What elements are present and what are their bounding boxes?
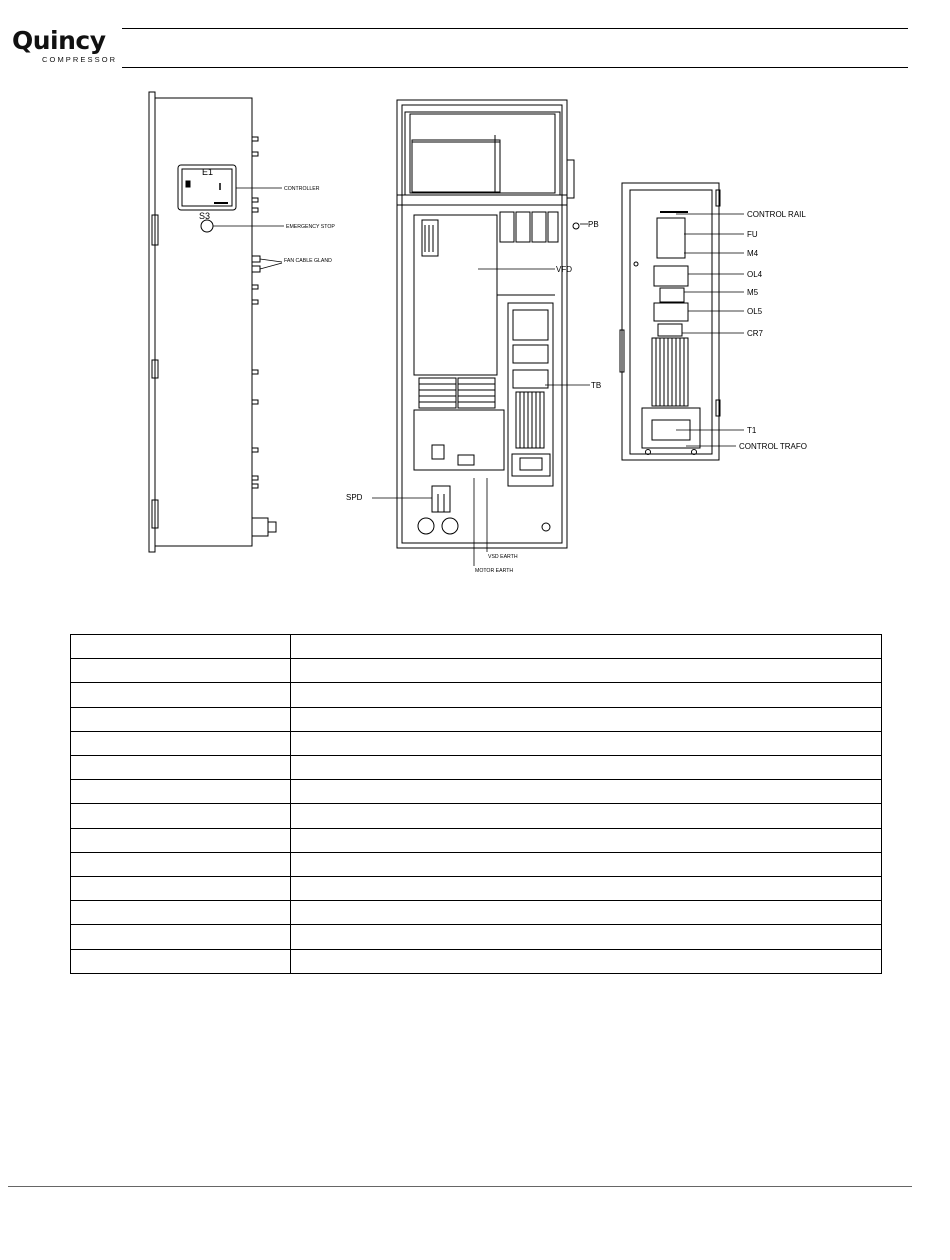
label-t1: T1	[747, 426, 757, 435]
table-row	[71, 828, 882, 852]
table-cell-description	[291, 756, 882, 780]
control-panel-view	[620, 183, 744, 460]
label-vsd-earth: VSD EARTH	[488, 554, 518, 560]
table-cell-item	[71, 828, 291, 852]
table-cell-description	[291, 877, 882, 901]
label-fu: FU	[747, 230, 758, 239]
table-cell-description	[291, 731, 882, 755]
table-cell-description	[291, 635, 882, 659]
label-fan-cable-gland: FAN CABLE GLAND	[284, 258, 332, 264]
table-row	[71, 780, 882, 804]
table-cell-description	[291, 707, 882, 731]
table-row	[71, 635, 882, 659]
panel-layout-drawing	[0, 0, 950, 620]
label-control-rail: CONTROL RAIL	[747, 210, 806, 219]
table-row	[71, 925, 882, 949]
front-view-panel	[372, 100, 590, 566]
table-cell-item	[71, 707, 291, 731]
table-row	[71, 877, 882, 901]
table-cell-item	[71, 852, 291, 876]
label-spd: SPD	[346, 493, 363, 502]
table-cell-description	[291, 780, 882, 804]
table-row	[71, 756, 882, 780]
table-cell-item	[71, 659, 291, 683]
table-row	[71, 659, 882, 683]
table-cell-item	[71, 877, 291, 901]
table-cell-description	[291, 949, 882, 973]
label-e1: E1	[202, 167, 214, 177]
table-row	[71, 731, 882, 755]
logo-subtitle: COMPRESSOR	[42, 55, 118, 64]
table-cell-item	[71, 901, 291, 925]
table-cell-description	[291, 659, 882, 683]
label-ol5: OL5	[747, 307, 763, 316]
label-control-trafo: CONTROL TRAFO	[739, 442, 808, 451]
side-view-panel	[149, 92, 284, 552]
table-cell-description	[291, 804, 882, 828]
table-cell-item	[71, 683, 291, 707]
label-vfd: VFD	[556, 265, 572, 274]
footer-rule	[8, 1186, 912, 1187]
table-row	[71, 901, 882, 925]
table-cell-description	[291, 852, 882, 876]
table-cell-item	[71, 804, 291, 828]
table-row	[71, 683, 882, 707]
table-cell-description	[291, 828, 882, 852]
legend-table-body	[71, 635, 882, 974]
table-cell-description	[291, 925, 882, 949]
table-cell-description	[291, 901, 882, 925]
table-cell-item	[71, 635, 291, 659]
table-row	[71, 852, 882, 876]
table-cell-item	[71, 731, 291, 755]
logo-brand: Quincy	[12, 26, 106, 55]
table-cell-item	[71, 780, 291, 804]
label-controller: CONTROLLER	[284, 186, 320, 192]
label-motor-earth: MOTOR EARTH	[475, 568, 514, 574]
table-cell-item	[71, 756, 291, 780]
label-emergency-stop: EMERGENCY STOP	[286, 224, 335, 230]
label-tb: TB	[591, 381, 602, 390]
table-cell-description	[291, 683, 882, 707]
label-m4: M4	[747, 249, 759, 258]
label-m5: M5	[747, 288, 759, 297]
table-row	[71, 804, 882, 828]
component-legend-table	[70, 634, 882, 974]
label-cr7: CR7	[747, 329, 764, 338]
table-cell-item	[71, 949, 291, 973]
label-pb: PB	[588, 220, 599, 229]
label-ol4: OL4	[747, 270, 763, 279]
table-row	[71, 949, 882, 973]
table-row	[71, 707, 882, 731]
label-s3: S3	[199, 211, 211, 221]
table-cell-item	[71, 925, 291, 949]
